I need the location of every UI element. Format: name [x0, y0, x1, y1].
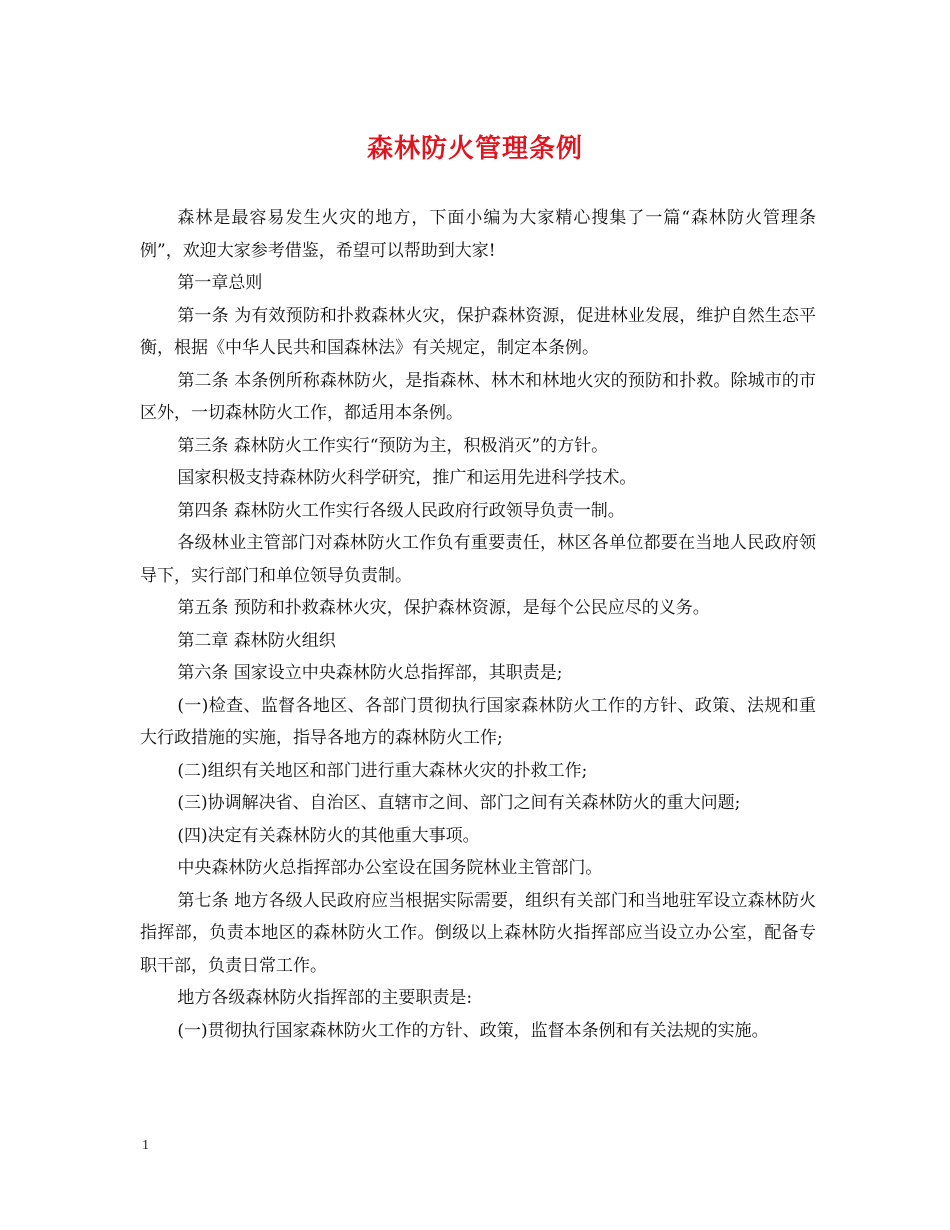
paragraph: 森林是最容易发生火灾的地方，下面小编为大家精心搜集了一篇“森林防火管理条例”，欢迎大家参考借鉴，希望可以帮助到大家! [140, 208, 816, 261]
chapter-heading: 第一章总则 [177, 273, 263, 293]
page-number: 1 [142, 1138, 149, 1153]
list-item: (一)贯彻执行国家森林防火工作的方针、政策，监督本条例和有关法规的实施。 [177, 1020, 769, 1041]
chapter-heading: 第二章 森林防火组织 [177, 630, 336, 651]
paragraph: 地方各级森林防火指挥部的主要职责是: [177, 988, 473, 1008]
list-item: (四)决定有关森林防火的其他重大事项。 [177, 825, 480, 846]
paragraph: 中央森林防火总指挥部办公室设在国务院林业主管部门。 [177, 858, 603, 878]
document-title: 森林防火管理条例 [366, 134, 583, 164]
paragraph: 第六条 国家设立中央森林防火总指挥部，其职责是; [177, 663, 563, 683]
paragraph: 第五条 预防和扑救森林火灾，保护森林资源，是每个公民应尽的义务。 [177, 598, 710, 618]
list-item: (三)协调解决省、自治区、直辖市之间、部门之间有关森林防火的重大问题; [177, 793, 741, 813]
paragraph: 各级林业主管部门对森林防火工作负有重要责任，林区各单位都要在当地人民政府领导下，实行部门和单位领导负责制。 [140, 533, 816, 586]
list-item: (二)组织有关地区和部门进行重大森林火灾的扑救工作; [177, 760, 588, 781]
paragraph: 第二条 本条例所称森林防火，是指森林、林木和林地火灾的预防和扑救。除城市的市区外，一切森林防火工作，都适用本条例。 [140, 370, 816, 423]
list-item: (一)检查、监督各地区、各部门贯彻执行国家森林防火工作的方针、政策、法规和重大行政措施的实施，指导各地方的森林防火工作; [140, 695, 816, 748]
paragraph: 第三条 森林防火工作实行“预防为主，积极消灭”的方针。 [177, 435, 609, 456]
paragraph: 第一条 为有效预防和扑救森林火灾，保护森林资源，促进林业发展，维护自然生态平衡，根据《中华人民共和国森林法》有关规定，制定本条例。 [140, 305, 816, 358]
document-body [140, 202, 816, 1047]
paragraph: 第四条 森林防火工作实行各级人民政府行政领导负责一制。 [177, 500, 625, 521]
paragraph: 第七条 地方各级人民政府应当根据实际需要，组织有关部门和当地驻军设立森林防火指挥部，负责本地区的森林防火工作。倒级以上森林防火指挥部应当设立办公室，配备专职干部，负责日常工作。 [140, 890, 816, 976]
paragraph: 国家积极支持森林防火科学研究，推广和运用先进科学技术。 [177, 468, 637, 488]
